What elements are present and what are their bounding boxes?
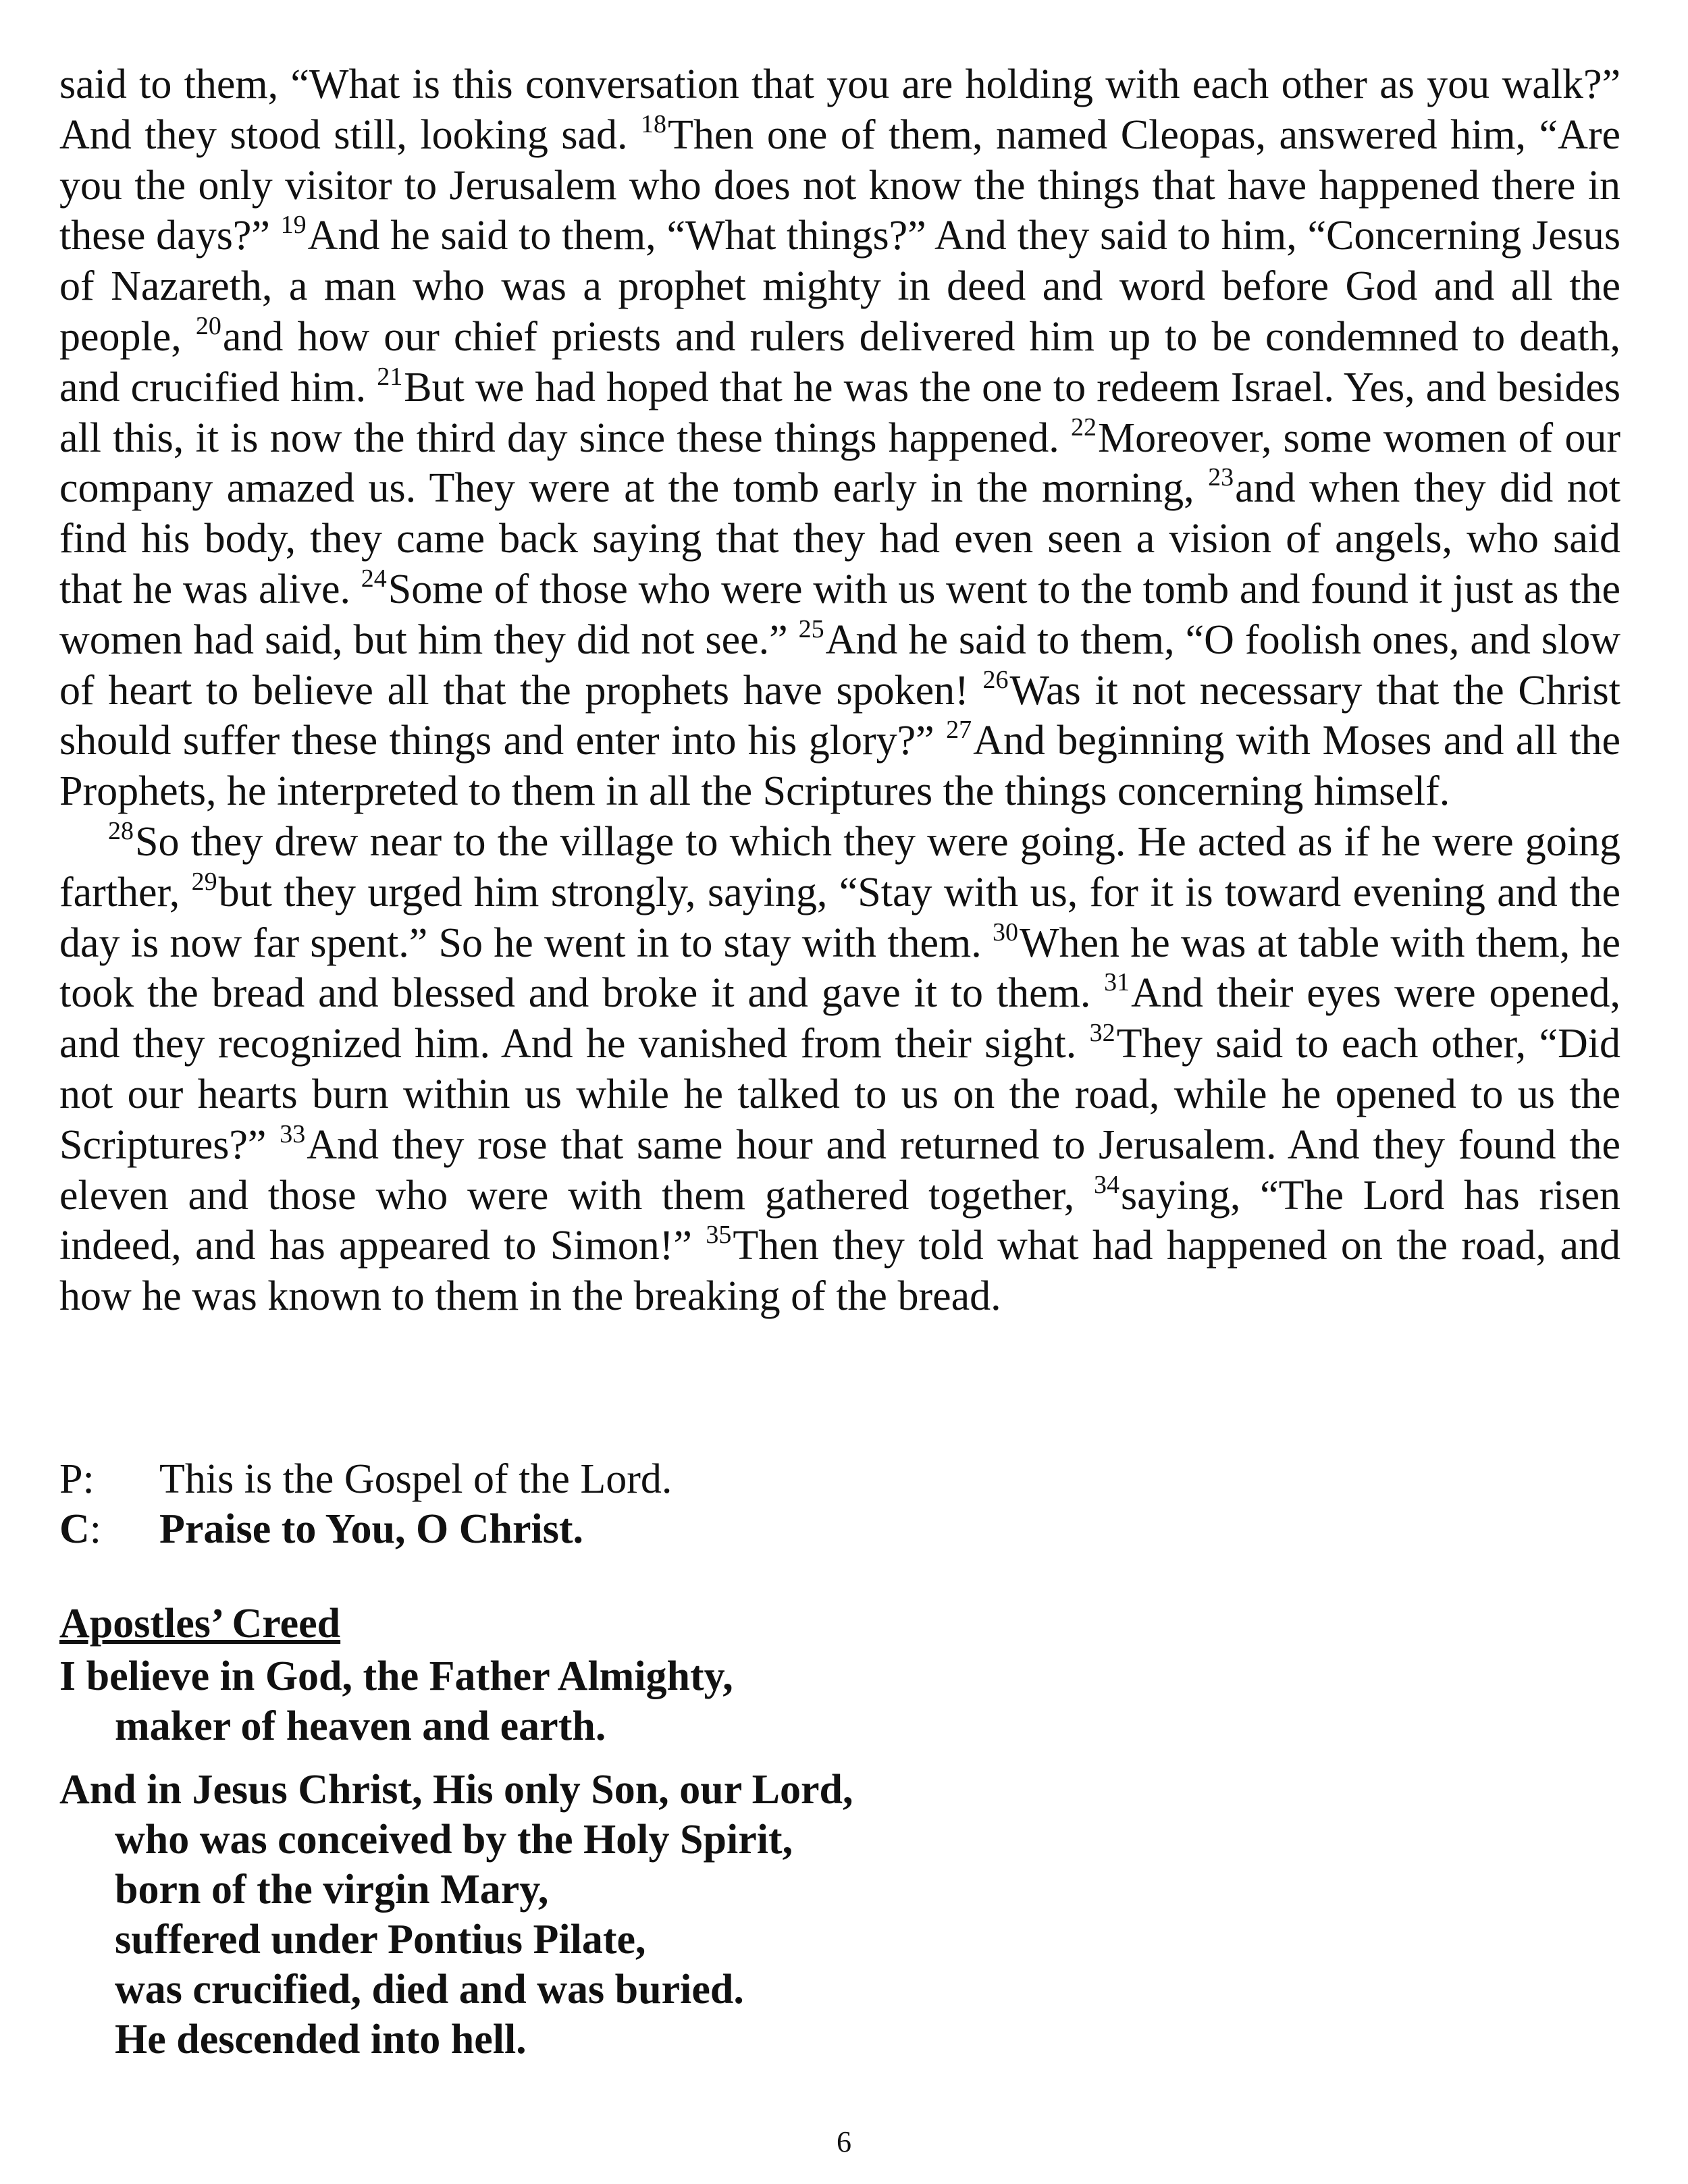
verse-number: 30 [992,917,1018,947]
verse-number: 29 [191,867,217,896]
verse-text: Then they told what had happened on the road, and how he was known to them in the breaking of the bread. [59,1223,1620,1320]
verse-text: And they rose that same hour and returned to Jerusalem. And they found the eleven and those who were with them gathered together, [59,1121,1620,1219]
creed-line: maker of heaven and earth. [115,1703,606,1749]
response-label-bold: C [59,1506,90,1552]
verse-number: 19 [280,211,307,240]
verse-number: 20 [195,311,221,340]
creed-line: born of the virgin Mary, [115,1867,549,1913]
verse-text: And their eyes were opened, and they recognized him. And he vanished from their sight. [59,970,1620,1067]
creed-stanza [59,1765,853,2065]
verse-number: 31 [1104,968,1130,997]
page-number: 6 [837,2125,851,2158]
verse-number: 18 [640,109,666,138]
verse-number: 21 [377,362,403,391]
verse-text: said to them, “What is this conversation that you are holding with each other as you walk?” And they stood still, looking sad. [59,61,1620,158]
verse-number: 32 [1089,1019,1115,1048]
verse-number: 34 [1094,1170,1119,1199]
verse-number: 33 [280,1119,306,1148]
response-text: Praise to You, O Christ. [159,1506,583,1552]
scripture-paragraph [59,817,1620,1322]
verse-text: But we had hoped that he was the one to redeem Israel. Yes, and besides all this, it is now the third day since these things happened. [59,364,1620,461]
verse-text: And he said to them, “What things?” And they said to him, “Concerning Jesus of Nazareth, a man who was a prophet mighty in deed and word before God and all the people, [59,213,1620,360]
verse-number: 26 [982,665,1009,694]
creed-line: And in Jesus Christ, His only Son, our Lord, [59,1767,853,1813]
verse-number: 28 [108,816,134,845]
verse-text: but they urged him strongly, saying, “Stay with us, for it is toward evening and the day is now far spent.” So he went in to stay with them. [59,869,1620,966]
creed-line: He descended into hell. [115,2017,527,2062]
scripture-paragraph [59,59,1620,817]
verse-text: and how our chief priests and rulers delivered him up to be condemned to death, and crucified him. [59,313,1620,410]
verse-text: And he said to them, “O foolish ones, and slow of heart to believe all that the prophets have spoken! [59,616,1621,714]
verse-text: Moreover, some women of our company amazed us. They were at the tomb early in the morning, [59,415,1620,512]
creed-line: who was conceived by the Holy Spirit, [115,1817,793,1863]
verse-text: Some of those who were with us went to the tomb and found it just as the women had said, but him they did not see.” [59,566,1620,663]
verse-text: When he was at table with them, he took the bread and blessed and broke it and gave it to them. [59,920,1620,1017]
creed-text [59,1651,853,2078]
verse-text: Was it not necessary that the Christ should suffer these things and enter into his glory?” [59,667,1620,764]
verse-number: 22 [1070,412,1097,442]
gospel-reading-text [59,59,1620,1322]
response-label: P: [59,1456,95,1502]
verse-text: and when they did not find his body, they came back saying that they had even seen a vision of angels, who said that he was alive. [59,465,1620,612]
verse-text: So they drew near to the village to which they were going. He acted as if he were going farther, [59,818,1620,915]
verse-number: 25 [798,614,824,643]
section-heading-creed: Apostles’ Creed [59,1601,341,1647]
verse-text: They said to each other, “Did not our hearts burn within us while he talked to us on the road, while he opened to us the Scriptures?” [59,1021,1620,1168]
response-congregation [59,1504,583,1554]
creed-stanza [59,1651,853,1751]
verse-text: And beginning with Moses and all the Prophets, he interpreted to them in all the Scriptures the things concerning himself. [59,718,1620,815]
verse-number: 27 [946,716,972,745]
creed-line: suffered under Pontius Pilate, [115,1917,646,1963]
verse-number: 24 [361,564,387,593]
response-presider [59,1454,672,1504]
creed-line: was crucified, died and was buried. [115,1967,744,2013]
verse-number: 23 [1208,463,1234,492]
response-label-colon: : [89,1506,102,1552]
verse-text: Then one of them, named Cleopas, answered him, “Are you the only visitor to Jerusalem who does not know the things that have happened there in these days?” [59,111,1621,259]
verse-text: saying, “The Lord has risen indeed, and has appeared to Simon!” [59,1172,1620,1269]
response-label [59,1504,159,1554]
response-text: This is the Gospel of the Lord. [159,1456,672,1502]
verse-number: 35 [706,1221,732,1250]
creed-line: I believe in God, the Father Almighty, [59,1653,733,1699]
